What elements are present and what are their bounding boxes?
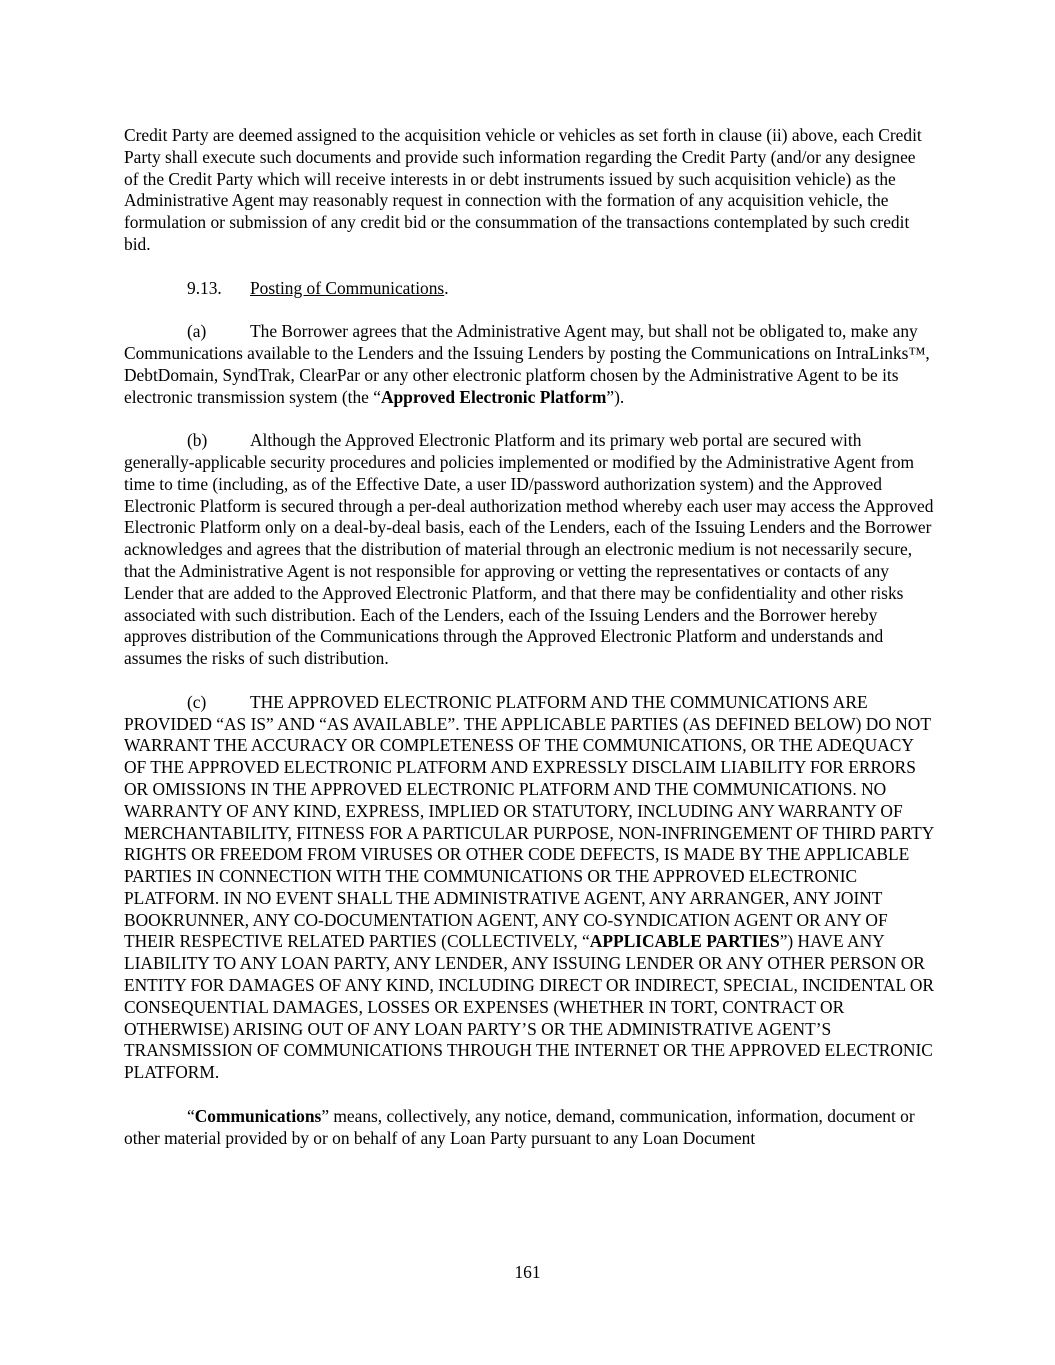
definition-paragraph — [124, 1106, 934, 1150]
paragraph-b-label: (b) — [187, 430, 208, 451]
section-number: 9.13. — [187, 277, 222, 298]
paragraph-a — [124, 321, 934, 408]
page-number: 161 — [514, 1262, 541, 1282]
paragraph-c-defined-term: APPLICABLE PARTIES — [589, 931, 780, 952]
paragraph-c-label: (c) — [187, 691, 207, 712]
intro-paragraph — [124, 125, 934, 256]
paragraph-c — [124, 692, 934, 1084]
paragraph-b-text: Although the Approved Electronic Platform and its primary web portal are secured with generally-applicable security procedures and policies implemented or modified by the Administrative Agent from time to time (including, as of the Effective Date, a user ID/password authorization system) and the Approved Electronic Platform is secured through a per-deal authorization method whereby each user may access the Approved Electronic Platform only on a deal-by-deal basis, each of the Lenders, each of the Issuing Lenders and the Borrower acknowledges and agrees that the distribution of material through an electronic medium is not necessarily secure, that the Administrative Agent is not responsible for approving or vetting the representatives or contacts of any Lender that are added to the Approved Electronic Platform, and that there may be confidentiality and other risks associated with such distribution. Each of the Lenders, each of the Issuing Lenders and the Borrower hereby approves distribution of the Communications through the Approved Electronic Platform and understands and assumes the risks of such distribution. — [124, 430, 934, 669]
paragraph-a-text: The Borrower agrees that the Administrative Agent may, but shall not be obligated to, make any Communications available to the Lenders and the Issuing Lenders by posting the Communications on IntraLinks™, DebtDomain, SyndTrak, ClearPar or any other electronic platform chosen by the Administrative Agent to be its electronic transmission system (the “ — [124, 321, 930, 407]
paragraph-c-end: ”) HAVE ANY LIABILITY TO ANY LOAN PARTY, ANY LENDER, ANY ISSUING LENDER OR ANY OTHER PERSON OR ENTITY FOR DAMAGES OF ANY KIND, INCLUDING DIRECT OR INDIRECT, SPECIAL, INCIDENTAL OR CONSEQUENTIAL DAMAGES, LOSSES OR EXPENSES (WHETHER IN TORT, CONTRACT OR OTHERWISE) ARISING OUT OF ANY LOAN PARTY’S OR THE ADMINISTRATIVE AGENT’S TRANSMISSION OF COMMUNICATIONS THROUGH THE INTERNET OR THE APPROVED ELECTRONIC PLATFORM. — [124, 931, 934, 1083]
definition-open-quote: “ — [187, 1105, 195, 1126]
section-title-end: . — [444, 277, 449, 298]
paragraph-b — [124, 430, 934, 670]
paragraph-c-text: THE APPROVED ELECTRONIC PLATFORM AND THE COMMUNICATIONS ARE PROVIDED “AS IS” AND “AS AVAILABLE”. THE APPLICABLE PARTIES (AS DEFINED BELOW) DO NOT WARRANT THE ACCURACY OR COMPLETENESS OF THE COMMUNICATIONS, OR THE ADEQUACY OF THE APPROVED ELECTRONIC PLATFORM AND EXPRESSLY DISCLAIM LIABILITY FOR ERRORS OR OMISSIONS IN THE APPROVED ELECTRONIC PLATFORM AND THE COMMUNICATIONS. NO WARRANTY OF ANY KIND, EXPRESS, IMPLIED OR STATUTORY, INCLUDING ANY WARRANTY OF MERCHANTABILITY, FITNESS FOR A PARTICULAR PURPOSE, NON-INFRINGEMENT OF THIRD PARTY RIGHTS OR FREEDOM FROM VIRUSES OR OTHER CODE DEFECTS, IS MADE BY THE APPLICABLE PARTIES IN CONNECTION WITH THE COMMUNICATIONS OR THE APPROVED ELECTRONIC PLATFORM. IN NO EVENT SHALL THE ADMINISTRATIVE AGENT, ANY ARRANGER, ANY JOINT BOOKRUNNER, ANY CO-DOCUMENTATION AGENT, ANY CO-SYNDICATION AGENT OR ANY OF THEIR RESPECTIVE RELATED PARTIES (COLLECTIVELY, “ — [124, 691, 934, 952]
paragraph-a-end: ”). — [606, 386, 625, 407]
definition-text: ” means, collectively, any notice, demand, communication, information, document or other material provided by or on behalf of any Loan Party pursuant to any Loan Document — [124, 1105, 915, 1148]
intro-text: Credit Party are deemed assigned to the acquisition vehicle or vehicles as set forth in clause (ii) above, each Credit Party shall execute such documents and provide such information regarding the Credit Party (and/or any designee of the Credit Party which will receive interests in or debt instruments issued by such acquisition vehicle) as the Administrative Agent may reasonably request in connection with the formation of any acquisition vehicle, the formulation or submission of any credit bid or the consummation of the transactions contemplated by such credit bid. — [124, 125, 922, 254]
section-heading — [124, 278, 934, 300]
definition-term: Communications — [194, 1105, 322, 1126]
paragraph-a-defined-term: Approved Electronic Platform — [380, 386, 607, 407]
document-page — [124, 125, 934, 1149]
section-title: Posting of Communications — [250, 277, 445, 298]
paragraph-a-label: (a) — [187, 321, 207, 342]
